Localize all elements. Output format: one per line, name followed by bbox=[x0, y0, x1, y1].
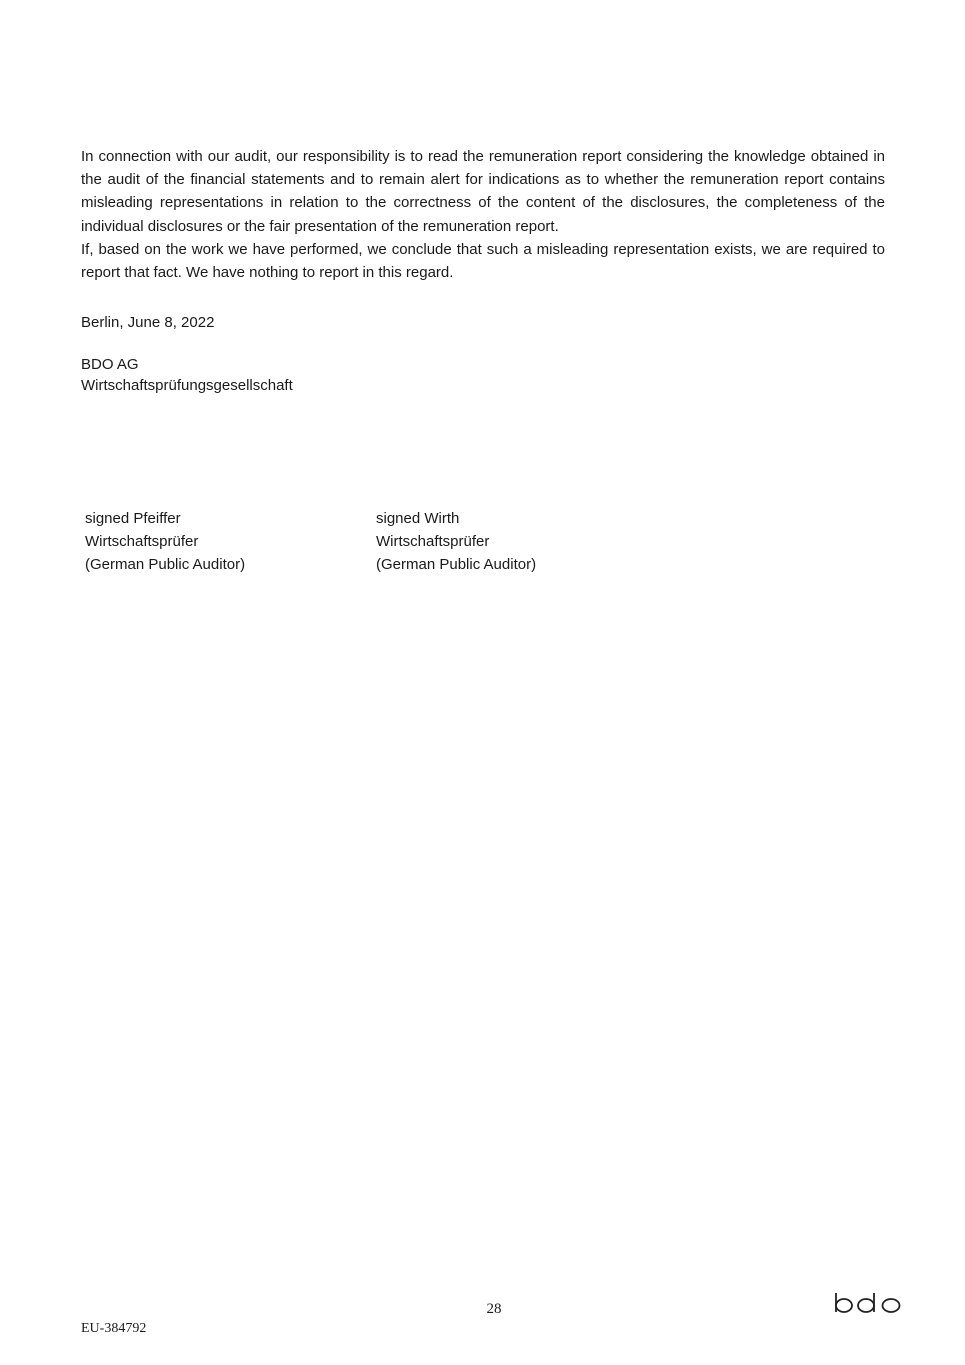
firm-type: Wirtschaftsprüfungsgesellschaft bbox=[81, 377, 293, 394]
signature-block-wirth bbox=[376, 507, 536, 577]
signature-role: (German Public Auditor) bbox=[376, 556, 537, 574]
page-number: 28 bbox=[486, 1301, 502, 1317]
paragraph-conclusion: If, based on the work we have performed, we conclude that such a misleading representation exists, we are required to report that fact. We have nothing to report in this regard. bbox=[81, 240, 885, 282]
bdo-logo-icon bbox=[834, 1292, 902, 1319]
signature-title: Wirtschaftsprüfer bbox=[376, 533, 490, 551]
signature-name: signed Wirth bbox=[376, 510, 460, 527]
signature-role: (German Public Auditor) bbox=[85, 556, 246, 574]
signature-block-pfeiffer bbox=[85, 507, 245, 577]
paragraph-responsibility: In connection with our audit, our responsibility is to read the remuneration report considering the knowledge obtained in the audit of the financial statements and to remain alert for indications as to whether the remuneration report contains misleading representations in relation to the correctness of the content of the disclosures, the completeness of the individual disclosures or the fair presentation of the remuneration report. bbox=[81, 148, 885, 235]
firm-name: BDO AG bbox=[81, 356, 139, 373]
signature-title: Wirtschaftsprüfer bbox=[85, 533, 199, 551]
place-date: Berlin, June 8, 2022 bbox=[81, 314, 215, 331]
signature-name: signed Pfeiffer bbox=[85, 510, 181, 527]
audit-responsibility-text bbox=[81, 145, 885, 284]
document-id: EU-384792 bbox=[81, 1321, 147, 1336]
